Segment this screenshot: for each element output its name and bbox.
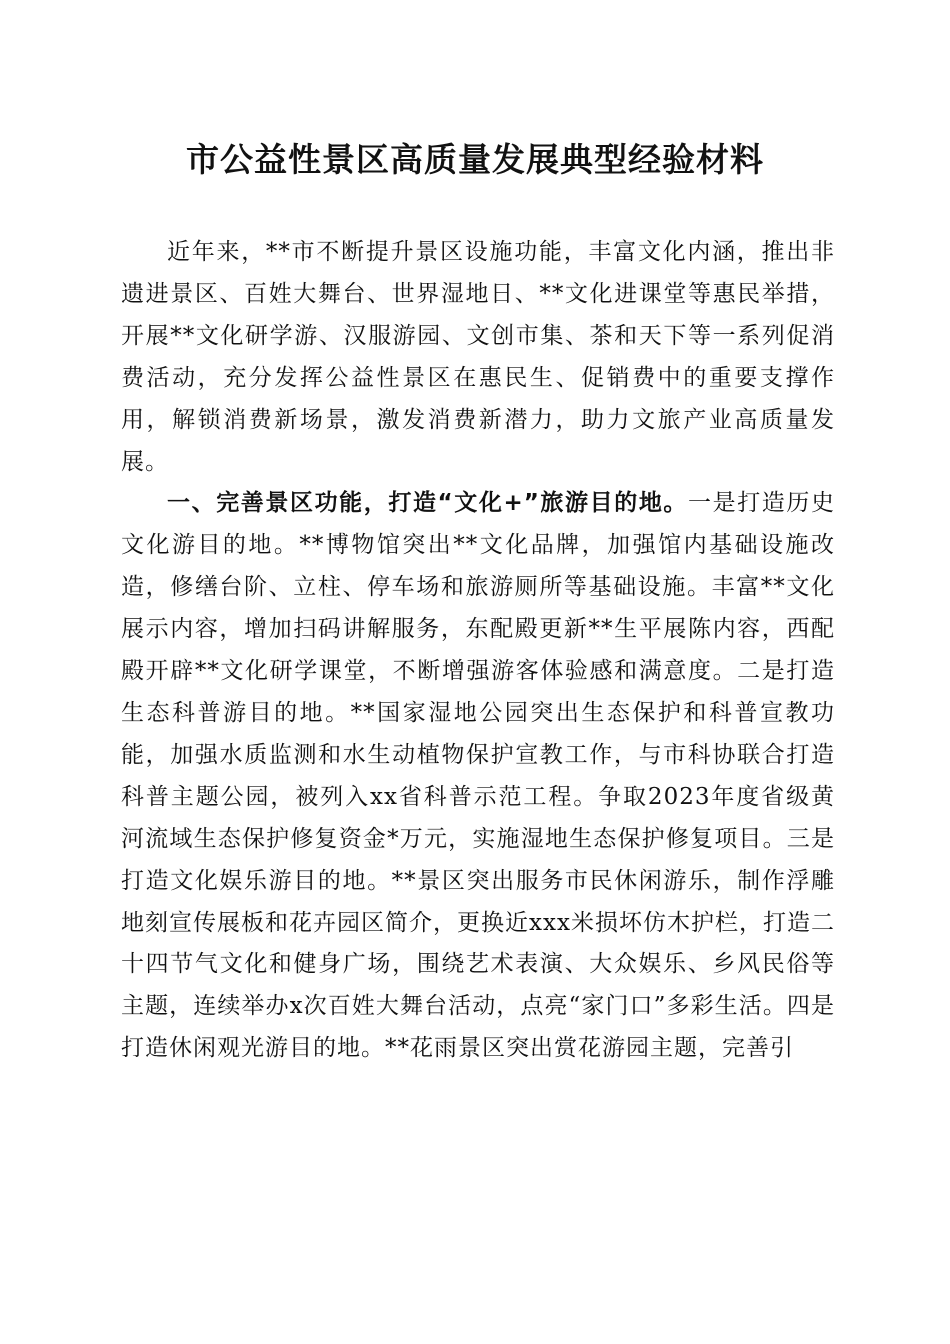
document-title: 市公益性景区高质量发展典型经验材料 xyxy=(186,140,764,179)
document-body xyxy=(121,232,835,1070)
intro-paragraph: 近年来，**市不断提升景区设施功能，丰富文化内涵，推出非遗进景区、百姓大舞台、世界湿地日、**文化进课堂等惠民举措，开展**文化研学游、汉服游园、文创市集、茶和天下等一系列促消费活动，充分发挥公益性景区在惠民生、促销费中的重要支撑作用，解锁消费新场景，激发消费新潜力，助力文旅产业高质量发展。 xyxy=(121,239,835,475)
section-1-heading: 一、完善景区功能，打造“文化+”旅游目的地。 xyxy=(167,490,689,517)
section-1-body: 一是打造历史文化游目的地。**博物馆突出**文化品牌，加强馆内基础设施改造，修缮台阶、立柱、停车场和旅游厕所等基础设施。丰富**文化展示内容，增加扫码讲解服务，东配殿更新**生平展陈内容，西配殿开辟**文化研学课堂，不断增强游客体验感和满意度。二是打造生态科普游目的地。**国家湿地公园突出生态保护和科普宣教功能，加强水质监测和水生动植物保护宣教工作，与市科协联合打造科普主题公园，被列入xx省科普示范工程。争取2023年度省级黄河流域生态保护修复资金*万元，实施湿地生态保护修复项目。三是打造文化娱乐游目的地。**景区突出服务市民休闲游乐，制作浮雕地刻宣传展板和花卉园区简介，更换近xxx米损坏仿木护栏，打造二十四节气文化和健身广场，围绕艺术表演、大众娱乐、乡风民俗等主题，连续举办x次百姓大舞台活动，点亮“家门口”多彩生活。四是打造休闲观光游目的地。**花雨景区突出赏花游园主题，完善引 xyxy=(121,490,835,1062)
section-1-paragraph xyxy=(121,483,835,1070)
